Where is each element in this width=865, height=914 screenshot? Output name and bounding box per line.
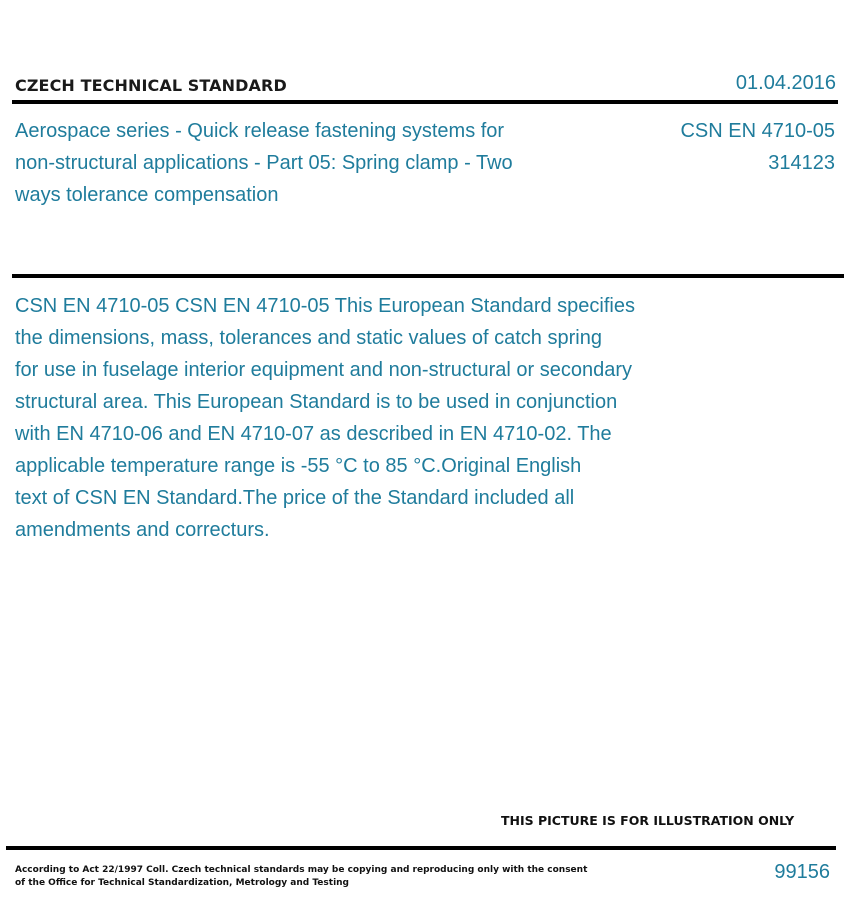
document-reference [680, 115, 835, 179]
footer-divider [6, 846, 836, 850]
section-divider [12, 274, 844, 278]
header-divider [12, 100, 838, 104]
standard-designation: CSN EN 4710-05 [680, 120, 835, 142]
footer-document-id: 99156 [774, 861, 830, 883]
publication-date: 01.04.2016 [735, 72, 836, 94]
illustration-notice: THIS PICTURE IS FOR ILLUSTRATION ONLY [501, 813, 795, 828]
catalog-number: 314123 [768, 152, 835, 174]
document-abstract: CSN EN 4710-05 CSN EN 4710-05 This European Standard specifies the dimensions, mass, tolerances and static values of catch spring for use in fuselage interior equipment and non-structural or secondary structural area. This European Standard is to be used in conjunction with EN 4710-06 and EN 4710-07 as described in EN 4710-02. The applicable temperature range is -55 °C to 85 °C.Original English text of CSN EN Standard.The price of the Standard included all amendments and correcturs. [15, 295, 635, 541]
standard-type-label: CZECH TECHNICAL STANDARD [15, 76, 287, 95]
document-title: Aerospace series - Quick release fastening systems for non-structural applications - Part 05: Spring clamp - Two ways tolerance compensation [15, 120, 513, 206]
legal-notice: According to Act 22/1997 Coll. Czech technical standards may be copying and reproducing only with the consent of the Office for Technical Standardization, Metrology and Testing [15, 865, 588, 888]
